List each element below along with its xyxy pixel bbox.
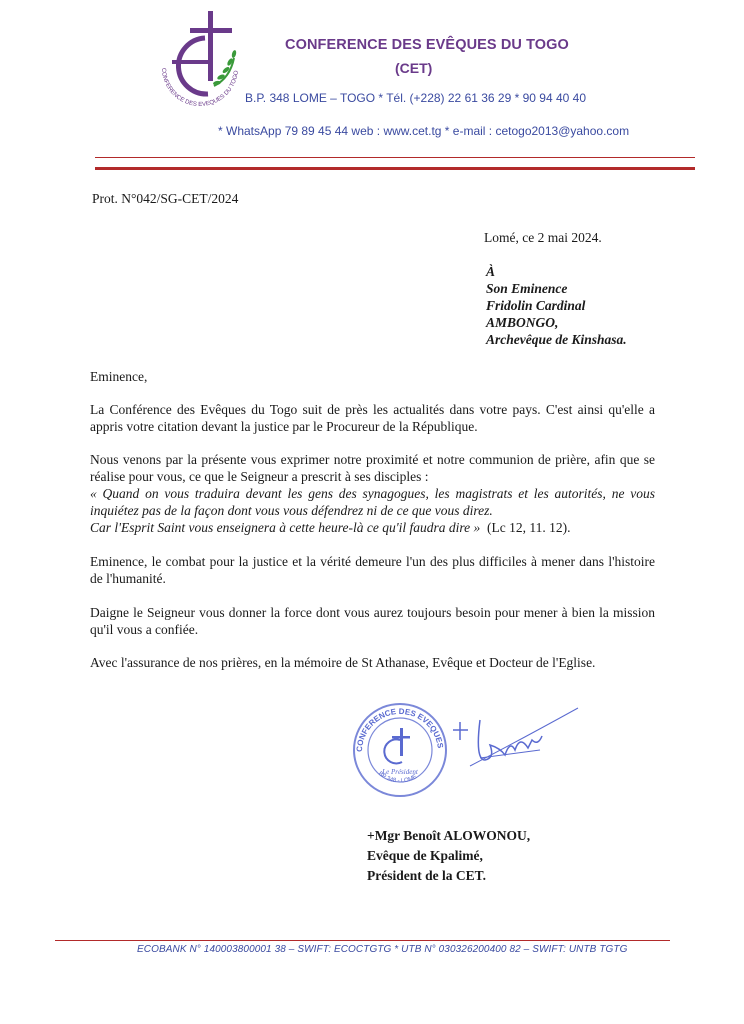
contact-line-web: * WhatsApp 79 89 45 44 web : www.cet.tg * e-mail : cetogo2013@yahoo.com xyxy=(218,124,630,138)
handwritten-signature xyxy=(450,700,580,790)
recipient-line: Fridolin Cardinal xyxy=(486,298,586,313)
protocol-reference: Prot. N°042/SG-CET/2024 xyxy=(92,191,239,206)
stamp-bottom-text: BP 348 - LOMÉ xyxy=(376,770,419,785)
recipient-block xyxy=(486,263,627,348)
scripture-reference: (Lc 12, 11. 12). xyxy=(486,520,571,535)
recipient-line: Son Eminence xyxy=(486,281,568,296)
salutation: Eminence, xyxy=(90,369,148,384)
footer-rule xyxy=(55,940,670,941)
scripture-quote-end: Car l'Esprit Saint vous enseignera à cette heure-là ce qu'il faudra dire » xyxy=(90,520,481,535)
paragraph-4: Daigne le Seigneur vous donner la force dont vous aurez toujours besoin pour mener à bien la mission qu'il vous a confiée. xyxy=(90,605,655,637)
contact-line-address: B.P. 348 LOME – TOGO * Tél. (+228) 22 61 36 29 * 90 94 40 40 xyxy=(245,91,587,105)
organization-abbreviation: (CET) xyxy=(395,60,433,76)
recipient-line: AMBONGO, xyxy=(486,315,559,330)
organization-title: CONFERENCE DES EVÊQUES DU TOGO xyxy=(285,37,569,53)
letter-date: Lomé, ce 2 mai 2024. xyxy=(484,230,602,245)
recipient-line: À xyxy=(486,264,496,279)
recipient-line: Archevêque de Kinshasa. xyxy=(486,332,627,347)
signer-title: Président de la CET. xyxy=(367,868,486,883)
conference-logo xyxy=(150,8,250,108)
paragraph-2 xyxy=(90,451,655,536)
paragraph-1: La Conférence des Evêques du Togo suit de près les actualités dans votre pays. C'est ainsi qu'elle a appris votre citation devant la justice par le Procureur de la République. xyxy=(90,402,655,434)
paragraph-5: Avec l'assurance de nos prières, en la mémoire de St Athanase, Evêque et Docteur de l'Eglise. xyxy=(90,655,596,670)
signer-title: Evêque de Kpalimé, xyxy=(367,848,483,863)
header-rule-thin xyxy=(95,157,695,158)
scripture-quote: « Quand on vous traduira devant les gens des synagogues, les magistrats et les autorités, ne vous inquiétez pas de la façon dont vous vous défendrez ni de ce que vous direz. xyxy=(90,486,655,518)
signer-name: +Mgr Benoît ALOWONOU, xyxy=(367,828,531,843)
bank-details: ECOBANK N° 140003800001 38 – SWIFT: ECOCTGTG * UTB N° 030326200400 82 – SWIFT: UNTB TGTG xyxy=(137,944,628,955)
stamp-ring-text: CONFERENCE DES EVEQUES xyxy=(354,706,445,753)
svg-text:CONFERENCE DES EVEQUES DU TOGO xyxy=(342,700,445,752)
header-rule-thick xyxy=(95,167,695,170)
stamp-center-text: Le Président xyxy=(382,768,418,776)
paragraph-3: Eminence, le combat pour la justice et la vérité demeure l'un des plus difficiles à mener dans l'histoire de l'humanité. xyxy=(90,554,655,586)
signer-block xyxy=(367,826,530,886)
official-stamp xyxy=(342,700,462,800)
paragraph-2-intro: Nous venons par la présente vous exprimer notre proximité et notre communion de prière, afin que se réalise pour vous, ce que le Seigneur a prescrit à ses disciples : xyxy=(90,452,655,484)
logo-ring-text: CONFERENCE DES EVEQUES DU TOGO xyxy=(159,67,240,108)
